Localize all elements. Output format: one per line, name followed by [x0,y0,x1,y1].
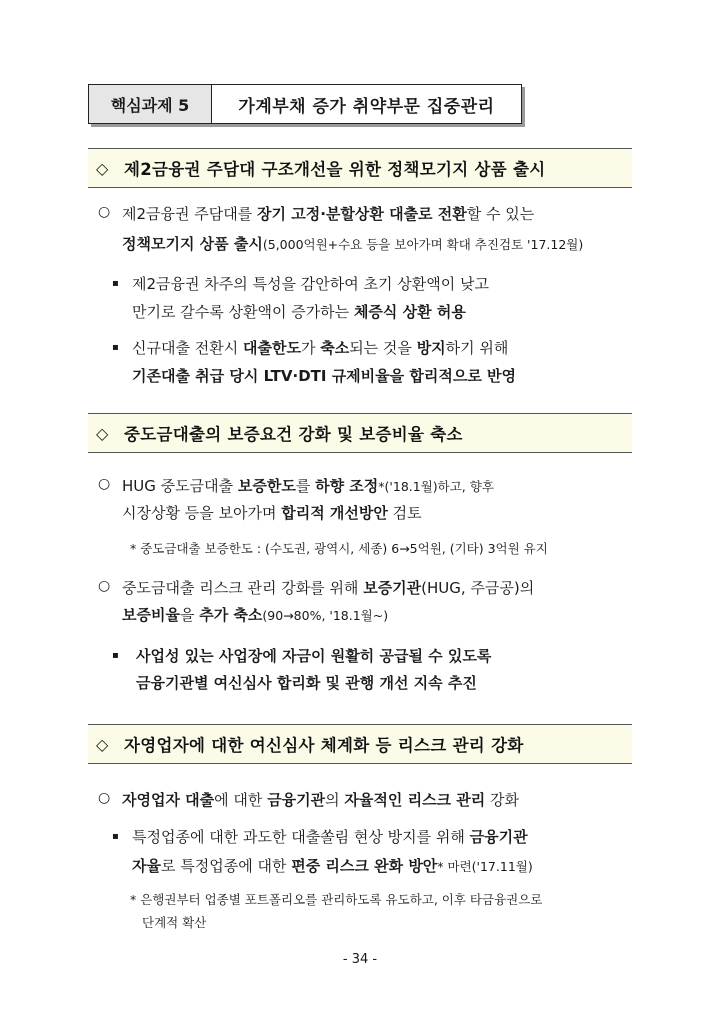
paragraph-line: 자영업자 대출에 대한 금융기관의 자율적인 리스크 관리 강화 [122,791,520,809]
paragraph-line: 금융기관별 여신심사 합리화 및 관행 개선 지속 추진 [136,674,477,692]
square-bullet-icon: ▪ [112,278,119,289]
square-bullet-icon: ▪ [112,342,119,353]
section-title: 제2금융권 주담대 구조개선을 위한 정책모기지 상품 출시 [124,160,546,179]
paragraph-line: 특정업종에 대한 과도한 대출쏠림 현상 방지를 위해 금융기관 [132,828,528,846]
square-bullet-icon: ▪ [112,831,119,842]
diamond-icon: ◇ [96,734,109,754]
paragraph-line: 중도금대출 리스크 관리 강화를 위해 보증기관(HUG, 주금공)의 [122,579,535,597]
paragraph-line: 정책모기지 상품 출시(5,000억원+수요 등을 보아가며 확대 추진검토 '17.12월) [122,235,584,253]
square-bullet-icon: ▪ [112,650,119,661]
page-number: - 34 - [342,952,378,967]
task-title-box [88,84,522,124]
footnote: 단계적 확산 [142,915,207,930]
footnote: * 은행권부터 업종별 포트폴리오를 관리하도록 유도하고, 이후 타금융권으로 [130,892,543,907]
paragraph-line: 시장상황 등을 보아가며 합리적 개선방안 검토 [122,504,422,522]
circle-bullet-icon: ○ [98,790,111,806]
circle-bullet-icon: ○ [98,476,111,492]
paragraph-line: 제2금융권 주담대를 장기 고정·분할상환 대출로 전환할 수 있는 [122,205,535,223]
paragraph-line: 만기로 갈수록 상환액이 증가하는 체증식 상환 허용 [132,303,466,321]
section-title: 중도금대출의 보증요건 강화 및 보증비율 축소 [124,425,463,444]
paragraph-line: HUG 중도금대출 보증한도를 하향 조정*('18.1월)하고, 향후 [122,477,494,495]
paragraph-line: 제2금융권 차주의 특성을 감안하여 초기 상환액이 낮고 [132,275,489,293]
paragraph-line: 자율로 특정업종에 대한 편중 리스크 완화 방안* 마련('17.11월) [132,857,533,875]
footnote: * 중도금대출 보증한도 : (수도권, 광역시, 세종) 6→5억원, (기타) 3억원 유지 [130,541,548,556]
circle-bullet-icon: ○ [98,204,111,220]
paragraph-line: 신규대출 전환시 대출한도가 축소되는 것을 방지하기 위해 [132,339,509,357]
task-title: 가계부채 증가 취약부문 집중관리 [238,96,495,117]
section-header-3 [88,724,632,764]
paragraph-line: 보증비율을 추가 축소(90→80%, '18.1월~) [122,606,389,624]
task-tag: 핵심과제 5 [89,85,212,123]
circle-bullet-icon: ○ [98,578,111,594]
paragraph-line: 사업성 있는 사업장에 자금이 원활히 공급될 수 있도록 [136,647,492,665]
section-title: 자영업자에 대한 여신심사 체계화 등 리스크 관리 강화 [124,736,524,755]
section-header-2 [88,413,632,453]
section-header-1 [88,148,632,188]
diamond-icon: ◇ [96,158,109,178]
diamond-icon: ◇ [96,423,109,443]
paragraph-line: 기존대출 취급 당시 LTV·DTI 규제비율을 합리적으로 반영 [132,367,517,385]
